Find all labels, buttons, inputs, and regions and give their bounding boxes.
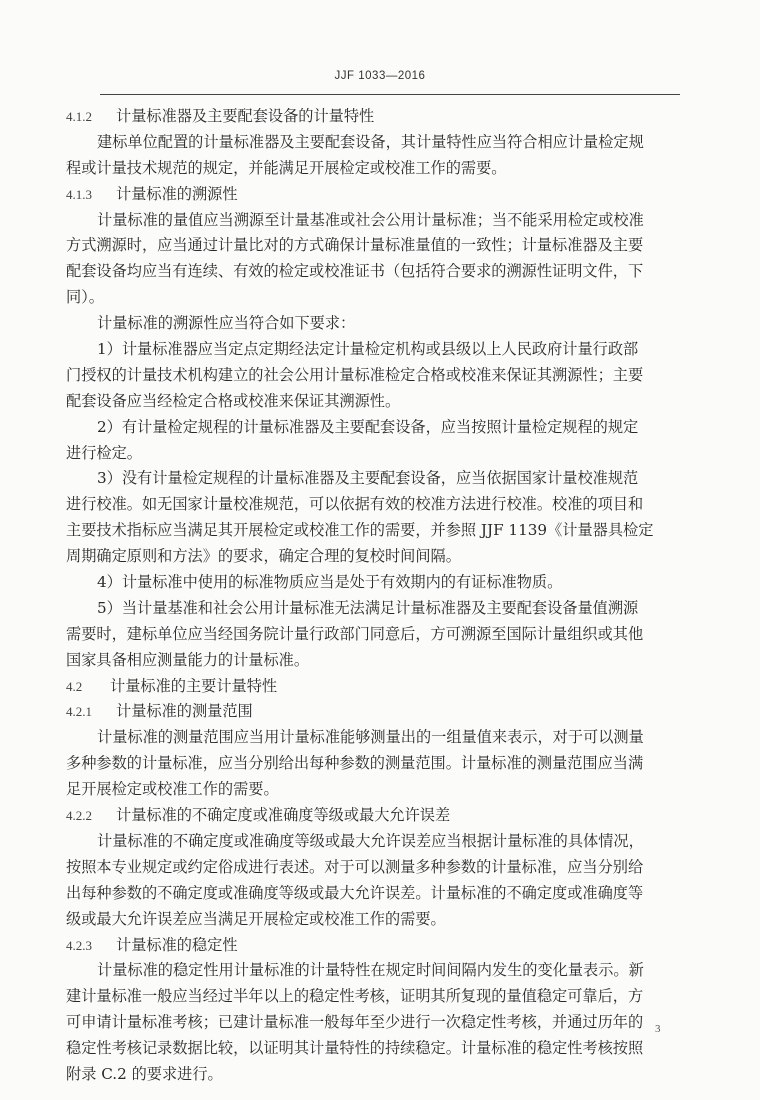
paragraph-line: 2）有计量检定规程的计量标准器及主要配套设备，应当按照计量检定规程的规定 xyxy=(97,417,639,436)
section-title: 计量标准的稳定性 xyxy=(116,935,238,954)
section-heading xyxy=(66,699,684,725)
section-number: 4.1.2 xyxy=(66,109,92,124)
paragraph-line: 出每种参数的不确定度或准确度等级或最大允许误差。计量标准的不确定度或准确度等 xyxy=(66,883,644,902)
paragraph-line: 计量标准的不确定度或准确度等级或最大允许误差应当根据计量标准的具体情况， xyxy=(97,831,644,850)
section-number: 4.1.3 xyxy=(66,186,92,202)
paragraph-line: 附录 C.2 的要求进行。 xyxy=(66,1064,223,1083)
paragraph-line: 配套设备应当经检定合格或校准来保证其溯源性。 xyxy=(66,391,401,410)
section-title: 计量标准的测量范围 xyxy=(116,702,253,721)
section-title: 计量标准器及主要配套设备的计量特性 xyxy=(116,107,375,125)
page-number: 3 xyxy=(655,1023,661,1035)
paragraph-line: 5）当计量基准和社会公用计量标准无法满足计量标准器及主要配套设备量值溯源 xyxy=(97,598,639,617)
section-heading xyxy=(66,933,684,959)
section-number: 4.2.2 xyxy=(66,808,92,824)
paragraph-line: 3）没有计量检定规程的计量标准器及主要配套设备，应当依据国家计量校准规范 xyxy=(97,469,639,488)
paragraph-line: 可申请计量标准考核；已建计量标准一般每年至少进行一次稳定性考核，并通过历年的 xyxy=(66,1013,644,1032)
section-number: 4.2.1 xyxy=(66,704,92,720)
document-body xyxy=(66,104,684,1088)
paragraph-line: 计量标准的测量范围应当用计量标准能够测量出的一组量值来表示，对于可以测量 xyxy=(97,728,644,747)
paragraph-line: 周期确定原则和方法》的要求，确定合理的复校时间间隔。 xyxy=(66,547,461,566)
document-code-header: JJF 1033—2016 xyxy=(334,70,426,82)
paragraph-line: 级或最大允许误差应当满足开展检定或校准工作的需要。 xyxy=(66,909,446,928)
section-heading xyxy=(66,803,684,829)
section-title: 计量标准的不确定度或准确度等级或最大允许误差 xyxy=(116,806,451,825)
section-heading xyxy=(66,674,684,700)
paragraph-line: 进行校准。如无国家计量校准规范，可以依据有效的校准方法进行校准。校准的项目和 xyxy=(66,495,644,514)
section-title: 计量标准的溯源性 xyxy=(116,184,238,203)
paragraph-line: 足开展检定或校准工作的需要。 xyxy=(66,780,279,799)
paragraph-line: 配套设备均应当有连续、有效的检定或校准证书（包括符合要求的溯源性证明文件，下 xyxy=(66,262,644,281)
paragraph-line: 方式溯源时，应当通过计量比对的方式确保计量标准量值的一致性；计量标准器及主要 xyxy=(66,236,644,255)
paragraph-line: 主要技术指标应当满足其开展检定或校准工作的需要，并参照 JJF 1139《计量器具检定 xyxy=(66,521,654,540)
paragraph-line: 国家具备相应测量能力的计量标准。 xyxy=(66,650,309,669)
paragraph-line: 程或计量技术规范的规定，并能满足开展检定或校准工作的需要。 xyxy=(66,158,507,177)
section-heading xyxy=(66,182,684,208)
paragraph-line: 需要时，建标单位应当经国务院计量行政部门同意后，方可溯源至国际计量组织或其他 xyxy=(66,624,644,643)
paragraph-line: 稳定性考核记录数据比较，以证明其计量特性的持续稳定。计量标准的稳定性考核按照 xyxy=(66,1039,644,1058)
paragraph-line: 1）计量标准器应当定点定期经法定计量检定机构或县级以上人民政府计量行政部 xyxy=(97,340,639,359)
section-number: 4.2.3 xyxy=(66,937,92,953)
paragraph-line: 计量标准的量值应当溯源至计量基准或社会公用计量标准；当不能采用检定或校准 xyxy=(97,210,644,229)
paragraph-line: 4）计量标准中使用的标准物质应当是处于有效期内的有证标准物质。 xyxy=(97,573,563,592)
section-title: 计量标准的主要计量特性 xyxy=(110,676,278,695)
paragraph-line: 计量标准的稳定性用计量标准的计量特性在规定时间间隔内发生的变化量表示。新 xyxy=(97,961,644,980)
paragraph-line: 多种参数的计量标准，应当分别给出每种参数的测量范围。计量标准的测量范围应当满 xyxy=(66,754,644,773)
section-number: 4.2 xyxy=(66,678,83,694)
paragraph-line: 计量标准的溯源性应当符合如下要求： xyxy=(97,314,356,333)
paragraph-line: 同）。 xyxy=(66,288,104,307)
section-heading xyxy=(66,104,684,130)
paragraph-line: 按照本专业规定或约定俗成进行表述。对于可以测量多种参数的计量标准，应当分别给 xyxy=(66,857,644,876)
paragraph-line: 建计量标准一般应当经过半年以上的稳定性考核，证明其所复现的量值稳定可靠后，方 xyxy=(66,987,644,1006)
paragraph-line: 进行检定。 xyxy=(66,443,142,462)
header-rule xyxy=(100,94,680,95)
paragraph-line: 门授权的计量技术机构建立的社会公用计量标准检定合格或校准来保证其溯源性；主要 xyxy=(66,365,644,384)
paragraph-line: 建标单位配置的计量标准器及主要配套设备，其计量特性应当符合相应计量检定规 xyxy=(97,132,644,151)
